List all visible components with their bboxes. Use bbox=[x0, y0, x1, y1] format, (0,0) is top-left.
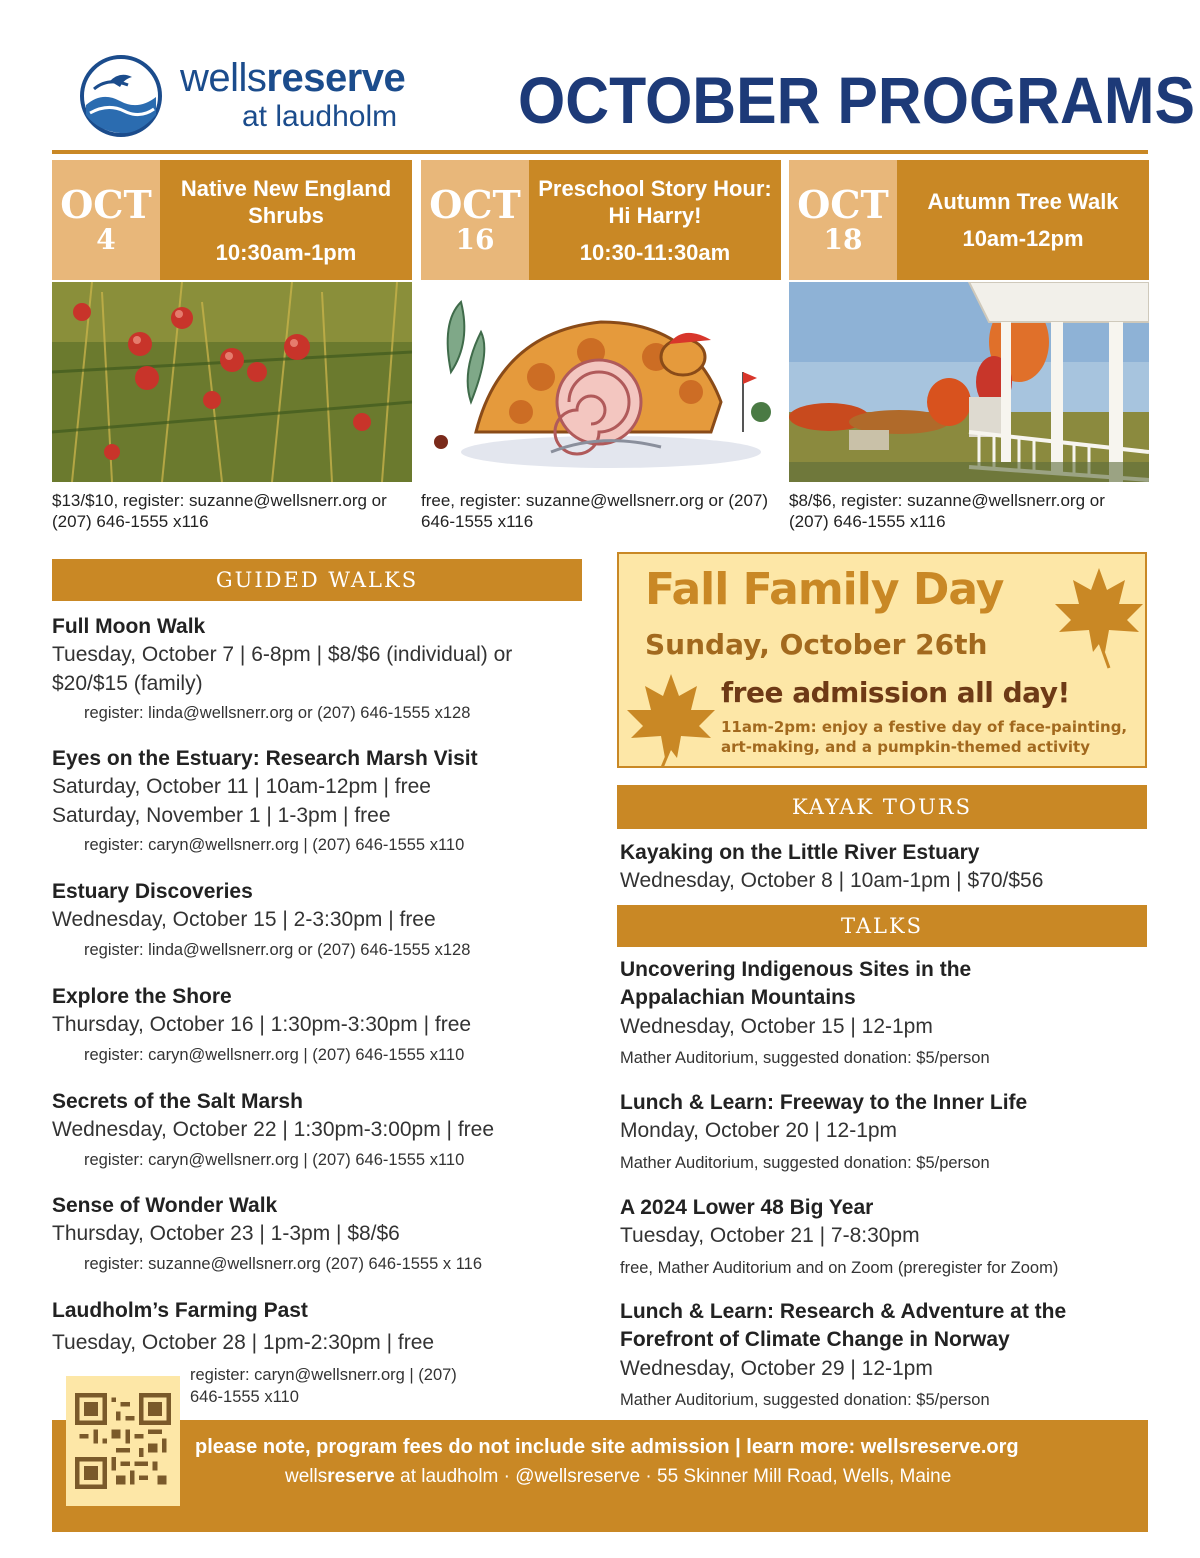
fall-family-day-box bbox=[617, 552, 1147, 768]
walk-event bbox=[52, 1088, 582, 1170]
walk-register: register: linda@wellsnerr.org or (207) 646-1555 x128 bbox=[84, 940, 471, 959]
walk-register: register: caryn@wellsnerr.org | (207) 646-1555 x110 bbox=[84, 1150, 465, 1169]
talk-event bbox=[620, 1194, 1148, 1278]
walk-details: Tuesday, October 28 | 1pm-2:30pm | free bbox=[52, 1331, 435, 1355]
walk-details: Thursday, October 16 | 1:30pm-3:30pm | free bbox=[52, 1013, 472, 1037]
maple-leaf-icon bbox=[1049, 560, 1147, 670]
walk-name: Laudholm’s Farming Past bbox=[52, 1299, 308, 1322]
talk-name: Uncovering Indigenous Sites in the Appalachian Mountains bbox=[620, 958, 972, 1010]
walk-name: Estuary Discoveries bbox=[52, 880, 253, 903]
porch-autumn-trees-photo bbox=[789, 282, 1149, 482]
walk-register: register: caryn@wellsnerr.org | (207) 646-1555 x110 bbox=[84, 1045, 465, 1064]
footer-address-rest: at laudholm · @wellsreserve · 55 Skinner Mill Road, Wells, Maine bbox=[394, 1466, 952, 1487]
walk-event bbox=[52, 878, 582, 960]
feature-date bbox=[421, 160, 529, 280]
wells-reserve-logo-icon bbox=[80, 55, 162, 137]
feature-month: OCT bbox=[60, 182, 152, 227]
walk-register: register: suzanne@wellsnerr.org (207) 646-1555 x 116 bbox=[84, 1254, 482, 1273]
feature-time: 10:30-11:30am bbox=[579, 239, 731, 265]
talk-details: Monday, October 20 | 12-1pm bbox=[620, 1119, 898, 1143]
walk-name: Eyes on the Estuary: Research Marsh Visit bbox=[52, 747, 478, 770]
feature-date bbox=[789, 160, 897, 280]
talk-details: Tuesday, October 21 | 7-8:30pm bbox=[620, 1224, 920, 1248]
family-day-date: Sunday, October 26th bbox=[645, 628, 988, 661]
footer-note: please note, program fees do not include site admission | learn more: wellsreserve.org bbox=[195, 1436, 1019, 1458]
qr-code-icon[interactable] bbox=[66, 1376, 180, 1506]
family-day-title: Fall Family Day bbox=[645, 564, 1004, 615]
talk-event bbox=[620, 956, 1148, 1068]
walk-event bbox=[52, 745, 582, 855]
feature-card-oct-18 bbox=[789, 160, 1149, 533]
walk-details: Thursday, October 23 | 1-3pm | $8/$6 bbox=[52, 1222, 400, 1246]
maple-leaf-icon bbox=[621, 666, 721, 768]
feature-card-oct-16 bbox=[421, 160, 781, 533]
feature-month: OCT bbox=[797, 182, 889, 227]
footer-brand-bold: reserve bbox=[327, 1466, 395, 1487]
feature-day: 4 bbox=[96, 223, 116, 256]
talk-name: Lunch & Learn: Freeway to the Inner Life bbox=[620, 1091, 1028, 1114]
feature-month: OCT bbox=[429, 182, 521, 227]
talk-location: Mather Auditorium, suggested donation: $5/person bbox=[620, 1153, 990, 1172]
walk-details: Saturday, October 11 | 10am-12pm | free bbox=[52, 775, 431, 799]
feature-title: Native New England Shrubs bbox=[180, 175, 392, 228]
logo-subtitle: at laudholm bbox=[242, 100, 398, 133]
talk-location: Mather Auditorium, suggested donation: $5/person bbox=[620, 1049, 990, 1068]
walk-register: register: caryn@wellsnerr.org | (207) 646-1555 x110 bbox=[84, 836, 465, 855]
feature-date bbox=[52, 160, 160, 280]
feature-title: Autumn Tree Walk bbox=[927, 189, 1119, 215]
footer-brand-prefix: wells bbox=[285, 1466, 328, 1487]
feature-time: 10am-12pm bbox=[962, 225, 1084, 251]
feature-time: 10:30am-1pm bbox=[215, 239, 357, 265]
talk-details: Wednesday, October 29 | 12-1pm bbox=[620, 1356, 933, 1380]
family-day-admission: free admission all day! bbox=[721, 676, 1070, 709]
walk-name: Explore the Shore bbox=[52, 985, 232, 1008]
walk-register: register: caryn@wellsnerr.org | (207) 646-1555 x110 bbox=[190, 1366, 457, 1407]
feature-caption: $13/$10, register: suzanne@wellsnerr.org or (207) 646-1555 x116 bbox=[52, 491, 387, 532]
feature-caption: free, register: suzanne@wellsnerr.org or (207) 646-1555 x116 bbox=[421, 491, 769, 532]
page-title: OCTOBER PROGRAMS bbox=[518, 63, 1195, 137]
guided-walks-heading: GUIDED WALKS bbox=[52, 559, 582, 601]
walk-details: Wednesday, October 22 | 1:30pm-3:00pm | free bbox=[52, 1118, 495, 1142]
footer bbox=[52, 1420, 1148, 1532]
talk-location: Mather Auditorium, suggested donation: $5/person bbox=[620, 1391, 990, 1410]
talk-name: Lunch & Learn: Research & Adventure at the Forefront of Climate Change in Norway bbox=[620, 1300, 1067, 1352]
kayak-details: Wednesday, October 8 | 10am-1pm | $70/$56 bbox=[620, 869, 1044, 893]
walk-details: Saturday, November 1 | 1-3pm | free bbox=[52, 803, 391, 827]
kayak-tours-heading: KAYAK TOURS bbox=[617, 785, 1147, 829]
talk-location: free, Mather Auditorium and on Zoom (preregister for Zoom) bbox=[620, 1258, 1059, 1277]
feature-caption: $8/$6, register: suzanne@wellsnerr.org or (207) 646-1555 x116 bbox=[789, 491, 1105, 532]
walk-event bbox=[52, 1297, 582, 1358]
title-divider bbox=[52, 150, 1148, 154]
talk-details: Wednesday, October 15 | 12-1pm bbox=[620, 1014, 933, 1038]
talks-heading: TALKS bbox=[617, 905, 1147, 947]
walk-event bbox=[52, 983, 582, 1065]
logo-bold: reserve bbox=[266, 56, 406, 100]
footer-address bbox=[285, 1466, 951, 1488]
walk-register: register: linda@wellsnerr.org or (207) 646-1555 x128 bbox=[84, 704, 471, 723]
family-day-description: 11am-2pm: enjoy a festive day of face-painting, art-making, and a pumpkin-themed activity bbox=[721, 718, 1128, 756]
feature-card-oct-4 bbox=[52, 160, 412, 533]
walk-event bbox=[52, 1192, 582, 1274]
kayak-name: Kayaking on the Little River Estuary bbox=[620, 841, 980, 864]
kayak-event bbox=[620, 839, 1148, 896]
walk-name: Secrets of the Salt Marsh bbox=[52, 1090, 303, 1113]
walk-details: Wednesday, October 15 | 2-3:30pm | free bbox=[52, 908, 436, 932]
wells-reserve-logo-text bbox=[180, 58, 405, 132]
talk-event bbox=[620, 1089, 1148, 1173]
tortoise-snail-illustration bbox=[421, 282, 781, 482]
walk-name: Full Moon Walk bbox=[52, 615, 206, 638]
feature-day: 18 bbox=[823, 223, 863, 256]
feature-day: 16 bbox=[455, 223, 495, 256]
cranberry-bog-photo bbox=[52, 282, 412, 482]
logo-prefix: wells bbox=[180, 56, 267, 100]
talk-event bbox=[620, 1298, 1148, 1410]
walk-event bbox=[52, 613, 582, 723]
feature-title: Preschool Story Hour: Hi Harry! bbox=[538, 175, 772, 228]
walk-name: Sense of Wonder Walk bbox=[52, 1194, 278, 1217]
walk-details: Tuesday, October 7 | 6-8pm | $8/$6 (individual) or $20/$15 (family) bbox=[52, 643, 513, 695]
talk-name: A 2024 Lower 48 Big Year bbox=[620, 1196, 874, 1219]
